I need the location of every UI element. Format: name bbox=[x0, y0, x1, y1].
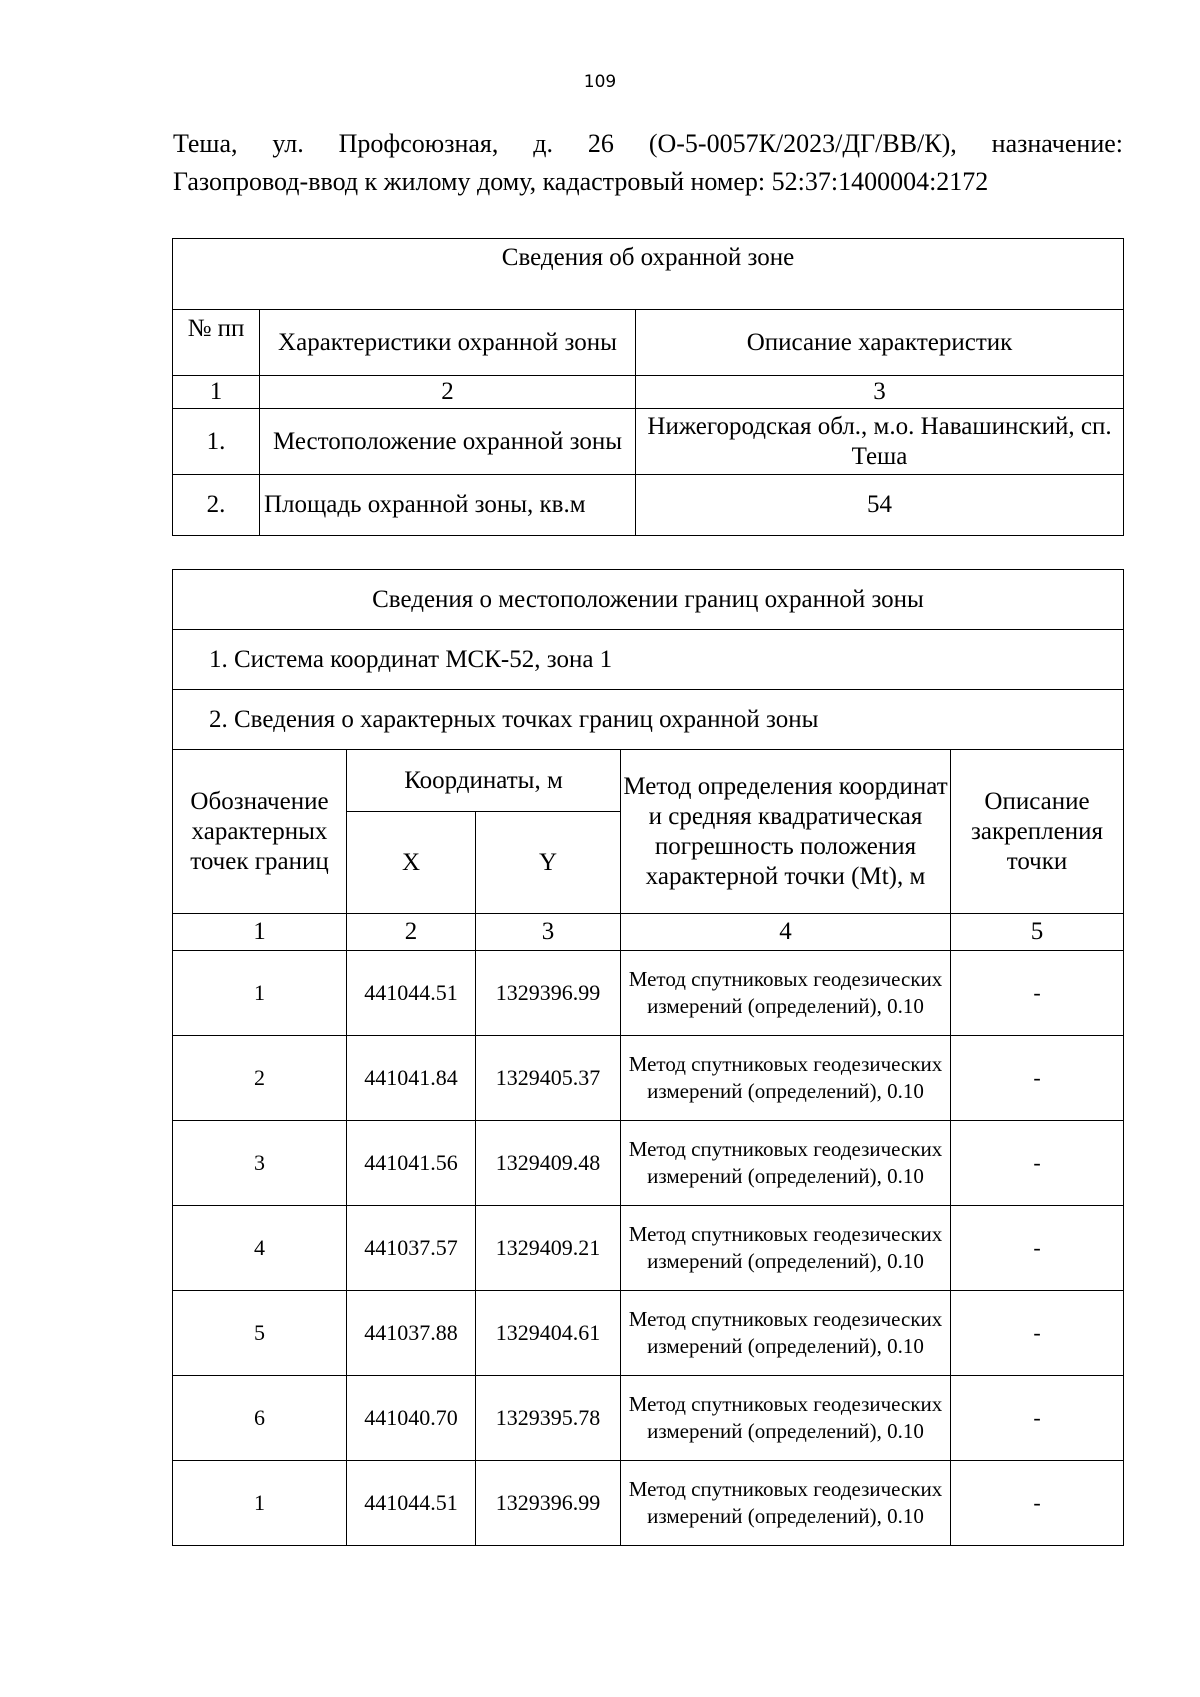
col-number: 1 bbox=[173, 376, 260, 409]
intro-line-1: Теша, ул. Профсоюзная, д. 26 (О-5-0057К/2023/ДГ/ВВ/К), назначение: bbox=[173, 129, 1123, 158]
header-fixing: Описание закрепления точки bbox=[951, 750, 1124, 914]
header-designation: Обозначение характерных точек границ bbox=[173, 750, 347, 914]
point-fixing: - bbox=[951, 1036, 1124, 1121]
row-description: Нижегородская обл., м.о. Навашинский, сп. Теша bbox=[636, 409, 1124, 475]
coordinate-system: 1. Система координат МСК-52, зона 1 bbox=[173, 630, 1124, 690]
col-number: 3 bbox=[476, 914, 621, 951]
col-number: 1 bbox=[173, 914, 347, 951]
table-row bbox=[173, 1291, 1124, 1376]
point-x: 441037.57 bbox=[347, 1206, 476, 1291]
point-id: 3 bbox=[173, 1121, 347, 1206]
col-number: 4 bbox=[621, 914, 951, 951]
intro-paragraph bbox=[173, 125, 1123, 201]
col-number: 5 bbox=[951, 914, 1124, 951]
header-number: № пп bbox=[173, 310, 260, 376]
point-y: 1329396.99 bbox=[476, 951, 621, 1036]
coordinates-table bbox=[172, 569, 1124, 1546]
point-x: 441040.70 bbox=[347, 1376, 476, 1461]
table-row bbox=[173, 1376, 1124, 1461]
header-characteristic: Характеристики охранной зоны bbox=[260, 310, 636, 376]
row-characteristic: Местоположение охранной зоны bbox=[260, 409, 636, 475]
intro-line-2: Газопровод-ввод к жилому дому, кадастровый номер: 52:37:1400004:2172 bbox=[173, 167, 989, 196]
point-method: Метод спутниковых геодезических измерений (определений), 0.10 bbox=[621, 1121, 951, 1206]
table-row bbox=[173, 951, 1124, 1036]
point-method: Метод спутниковых геодезических измерений (определений), 0.10 bbox=[621, 1206, 951, 1291]
zone-table-title: Сведения об охранной зоне bbox=[173, 239, 1124, 310]
header-x: X bbox=[347, 812, 476, 914]
point-method: Метод спутниковых геодезических измерений (определений), 0.10 bbox=[621, 1376, 951, 1461]
table-row bbox=[173, 1206, 1124, 1291]
point-id: 1 bbox=[173, 951, 347, 1036]
row-description: 54 bbox=[636, 475, 1124, 536]
col-number: 2 bbox=[347, 914, 476, 951]
point-id: 4 bbox=[173, 1206, 347, 1291]
point-y: 1329405.37 bbox=[476, 1036, 621, 1121]
row-number: 2. bbox=[173, 475, 260, 536]
point-fixing: - bbox=[951, 1291, 1124, 1376]
points-section-title: 2. Сведения о характерных точках границ охранной зоны bbox=[173, 690, 1124, 750]
row-number: 1. bbox=[173, 409, 260, 475]
point-id: 6 bbox=[173, 1376, 347, 1461]
point-fixing: - bbox=[951, 1121, 1124, 1206]
page-number: 109 bbox=[583, 72, 617, 92]
point-method: Метод спутниковых геодезических измерений (определений), 0.10 bbox=[621, 1036, 951, 1121]
point-y: 1329409.21 bbox=[476, 1206, 621, 1291]
point-x: 441041.84 bbox=[347, 1036, 476, 1121]
point-method: Метод спутниковых геодезических измерений (определений), 0.10 bbox=[621, 1461, 951, 1546]
point-y: 1329395.78 bbox=[476, 1376, 621, 1461]
col-number: 3 bbox=[636, 376, 1124, 409]
point-id: 2 bbox=[173, 1036, 347, 1121]
header-method: Метод определения координат и средняя квадратическая погрешность положения характерной точки (Mt), м bbox=[621, 750, 951, 914]
point-id: 5 bbox=[173, 1291, 347, 1376]
point-y: 1329396.99 bbox=[476, 1461, 621, 1546]
coords-table-title: Сведения о местоположении границ охранной зоны bbox=[173, 570, 1124, 630]
point-x: 441044.51 bbox=[347, 1461, 476, 1546]
table-row bbox=[173, 1036, 1124, 1121]
point-x: 441037.88 bbox=[347, 1291, 476, 1376]
point-method: Метод спутниковых геодезических измерений (определений), 0.10 bbox=[621, 1291, 951, 1376]
point-fixing: - bbox=[951, 1376, 1124, 1461]
table-row bbox=[173, 1121, 1124, 1206]
row-characteristic: Площадь охранной зоны, кв.м bbox=[260, 475, 636, 536]
header-y: Y bbox=[476, 812, 621, 914]
point-x: 441044.51 bbox=[347, 951, 476, 1036]
table-row bbox=[173, 409, 1124, 475]
point-y: 1329409.48 bbox=[476, 1121, 621, 1206]
header-description: Описание характеристик bbox=[636, 310, 1124, 376]
table-row bbox=[173, 1461, 1124, 1546]
table-row bbox=[173, 475, 1124, 536]
zone-info-table bbox=[172, 238, 1124, 536]
point-id: 1 bbox=[173, 1461, 347, 1546]
point-y: 1329404.61 bbox=[476, 1291, 621, 1376]
point-fixing: - bbox=[951, 1461, 1124, 1546]
header-coordinates: Координаты, м bbox=[347, 750, 621, 812]
point-fixing: - bbox=[951, 951, 1124, 1036]
col-number: 2 bbox=[260, 376, 636, 409]
point-method: Метод спутниковых геодезических измерений (определений), 0.10 bbox=[621, 951, 951, 1036]
point-fixing: - bbox=[951, 1206, 1124, 1291]
point-x: 441041.56 bbox=[347, 1121, 476, 1206]
